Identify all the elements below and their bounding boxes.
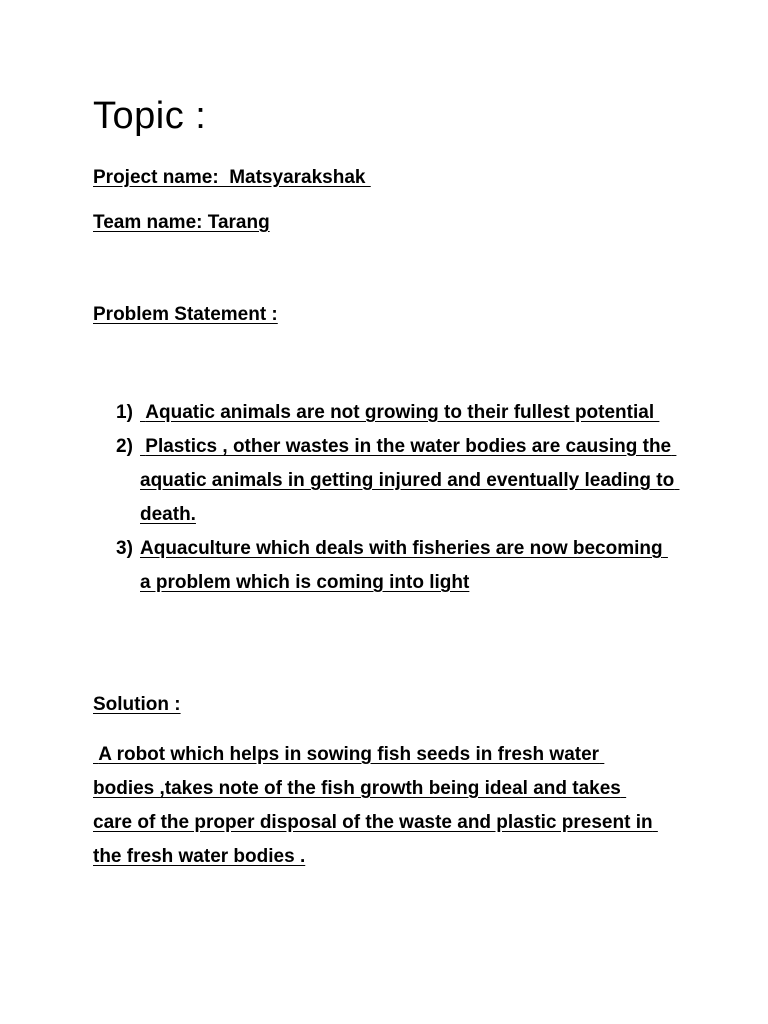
team-name: Team name: Tarang [93,212,270,233]
problem-number-1: 1) [116,402,133,423]
problem-statement-heading: Problem Statement : [93,304,278,325]
solution-text: A robot which helps in sowing fish seeds in fresh water bodies ,takes note of the fish growth being ideal and takes care of the proper disposal of the waste and plastic present in the fresh water bodies . [93,744,658,867]
project-name: Project name: Matsyarakshak [93,167,371,188]
problem-text-2: Plastics , other wastes in the water bodies are causing the aquatic animals in getting injured and eventually leading to death. [140,436,680,525]
problem-text-1: Aquatic animals are not growing to their fullest potential [140,402,660,423]
problem-item-3 [116,532,716,600]
solution-heading: Solution : [93,694,181,715]
problem-list [116,396,716,600]
problem-number-3: 3) [116,538,133,559]
problem-text-3: Aquaculture which deals with fisheries are now becoming a problem which is coming into light [140,538,668,593]
problem-item-1 [116,396,716,430]
problem-number-2: 2) [116,436,133,457]
topic-heading: Topic : [93,95,207,137]
problem-item-2 [116,430,716,532]
